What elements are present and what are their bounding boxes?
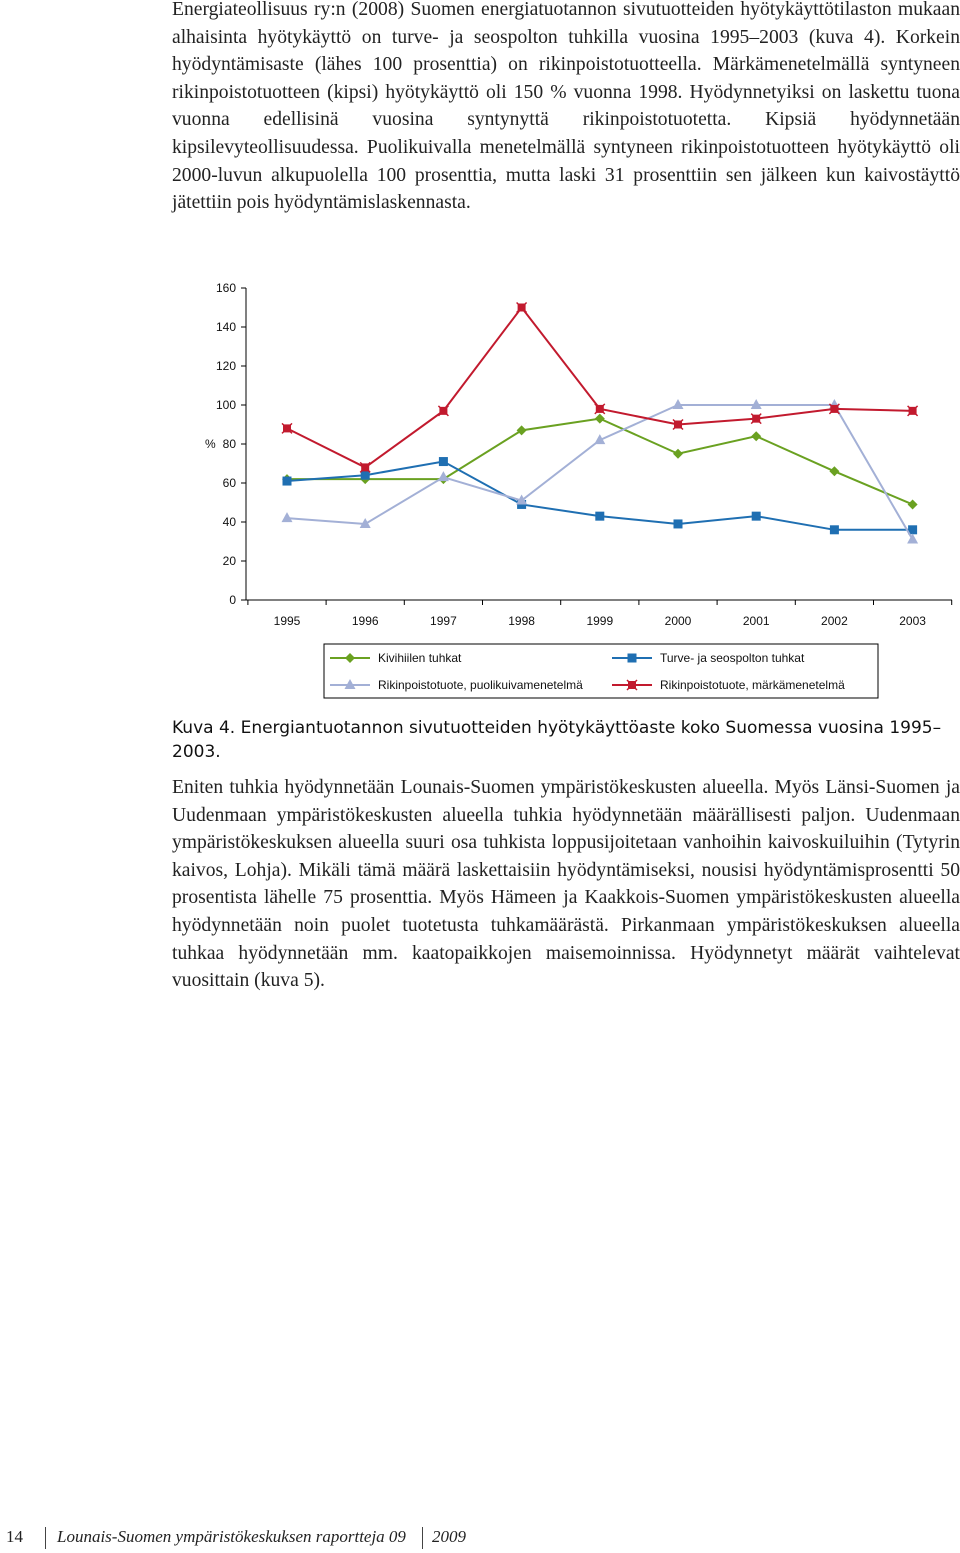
data-point [751,431,761,441]
x-tick-label: 1996 [351,614,379,628]
series-2 [283,457,918,534]
publication-year: 2009 [432,1527,466,1546]
series-4 [282,303,918,473]
series-title: Lounais-Suomen ympäristökeskuksen raportteja 09 [57,1527,406,1546]
data-point [752,512,761,521]
legend-label: Kivihiilen tuhkat [378,651,462,665]
y-tick-label: 120 [215,359,236,373]
y-tick-label: 0 [229,593,236,607]
data-point [439,457,448,466]
x-tick-label: 2001 [742,614,770,628]
data-point [830,525,839,534]
legend-marker [628,654,637,663]
data-point [673,449,683,459]
data-point [908,499,918,509]
legend-label: Turve- ja seospolton tuhkat [660,651,805,665]
footer-divider [45,1527,46,1549]
data-point [907,534,918,544]
y-tick-label: 20 [222,554,236,568]
data-point [283,477,292,486]
y-tick-label: 160 [215,281,236,295]
series-line [287,419,913,505]
data-point [595,414,605,424]
y-tick-label: 100 [215,398,236,412]
page-footer [0,1527,960,1553]
y-tick-label: 40 [222,515,236,529]
footer-divider [422,1527,423,1549]
body-paragraph: Eniten tuhkia hyödynnetään Lounais-Suomen ympäristökeskusten alueella. Myös Länsi-Suomen ja Uudenmaan ympäristökeskusten alueella tuhkia hyödynnetään määrällisesti paljon. Uudenmaan ympäristökeskuksen alueella suuri osa tuhkista loppusijoitetaan vanhoihin kaivoskuiluihin (Tytyrin kaivos, Lohja). Mikäli tämä määrä laskettaisiin hyödyntämiseksi, nousisi hyödyntämisprosentti 50 prosentista lähelle 75 prosenttia. Myös Hämeen ja Kaakkois-Suomen ympäristökeskusten alueella hyödynnetään noin puolet tuotetusta tuhkamäärästä. Pirkanmaan ympäristökeskuksen alueella tuhkaa hyödynnetään mm. kaatopaikkojen maisemoinnissa. Hyödynnetyt määrät vaihtelevat vuosittain (kuva 5). [172,777,960,992]
page-number: 14 [6,1527,23,1546]
data-point [282,512,293,522]
y-tick-label: 60 [222,476,236,490]
intro-paragraph: Energiateollisuus ry:n (2008) Suomen energiatuotannon sivutuotteiden hyötykäyttötilaston mukaan alhaisinta hyötykäyttö on turve- ja seospolton tuhkilla vuosina 1995–2003 (kuva 4). Korkein hyödyntämisaste (lähes 100 prosenttia) on rikinpoistotuotteella. Märkämenetelmällä syntyneen rikinpoistotuotteen (kipsi) hyötykäyttö oli 150 % vuonna 1998. Hyödynnetyiksi on laskettu tuona vuonna edellisinä vuosina syntynyttä rikinpoistotuotetta. Kipsiä hyödynnetään kipsilevyteollisuudessa. Puolikuivalla menetelmällä syntyneen rikinpoistotuotteen hyötykäyttö oli 2000-luvun alkupuolella 100 prosenttia, mutta laski 31 prosenttiin sen jälkeen kun kaivostäyttö jätettiin pois hyödyntämislaskennasta. [172,0,960,214]
y-tick-label: 80 [222,437,236,451]
chart-legend [324,644,878,698]
x-tick-label: 1999 [586,614,614,628]
series-1 [282,414,918,510]
utilization-line-chart [172,270,960,710]
data-point [829,466,839,476]
chart-axes [205,281,952,628]
data-point [674,519,683,528]
legend-label: Rikinpoistotuote, märkämenetelmä [660,678,845,692]
data-point [361,471,370,480]
x-tick-label: 1998 [508,614,535,628]
y-axis-label: % [205,437,216,451]
x-tick-label: 1997 [430,614,457,628]
x-tick-label: 2003 [899,614,926,628]
figure-caption: Kuva 4. Energiantuotannon sivutuotteiden hyötykäyttöaste koko Suomessa vuosina 1995–2003. [172,718,942,762]
data-point [517,425,527,435]
x-tick-label: 2000 [664,614,692,628]
y-tick-label: 140 [215,320,236,334]
legend-label: Rikinpoistotuote, puolikuivamenetelmä [378,678,583,692]
chart-series [282,303,919,544]
chart-svg [172,270,960,710]
x-tick-label: 2002 [821,614,848,628]
data-point [595,512,604,521]
x-tick-label: 1995 [273,614,301,628]
